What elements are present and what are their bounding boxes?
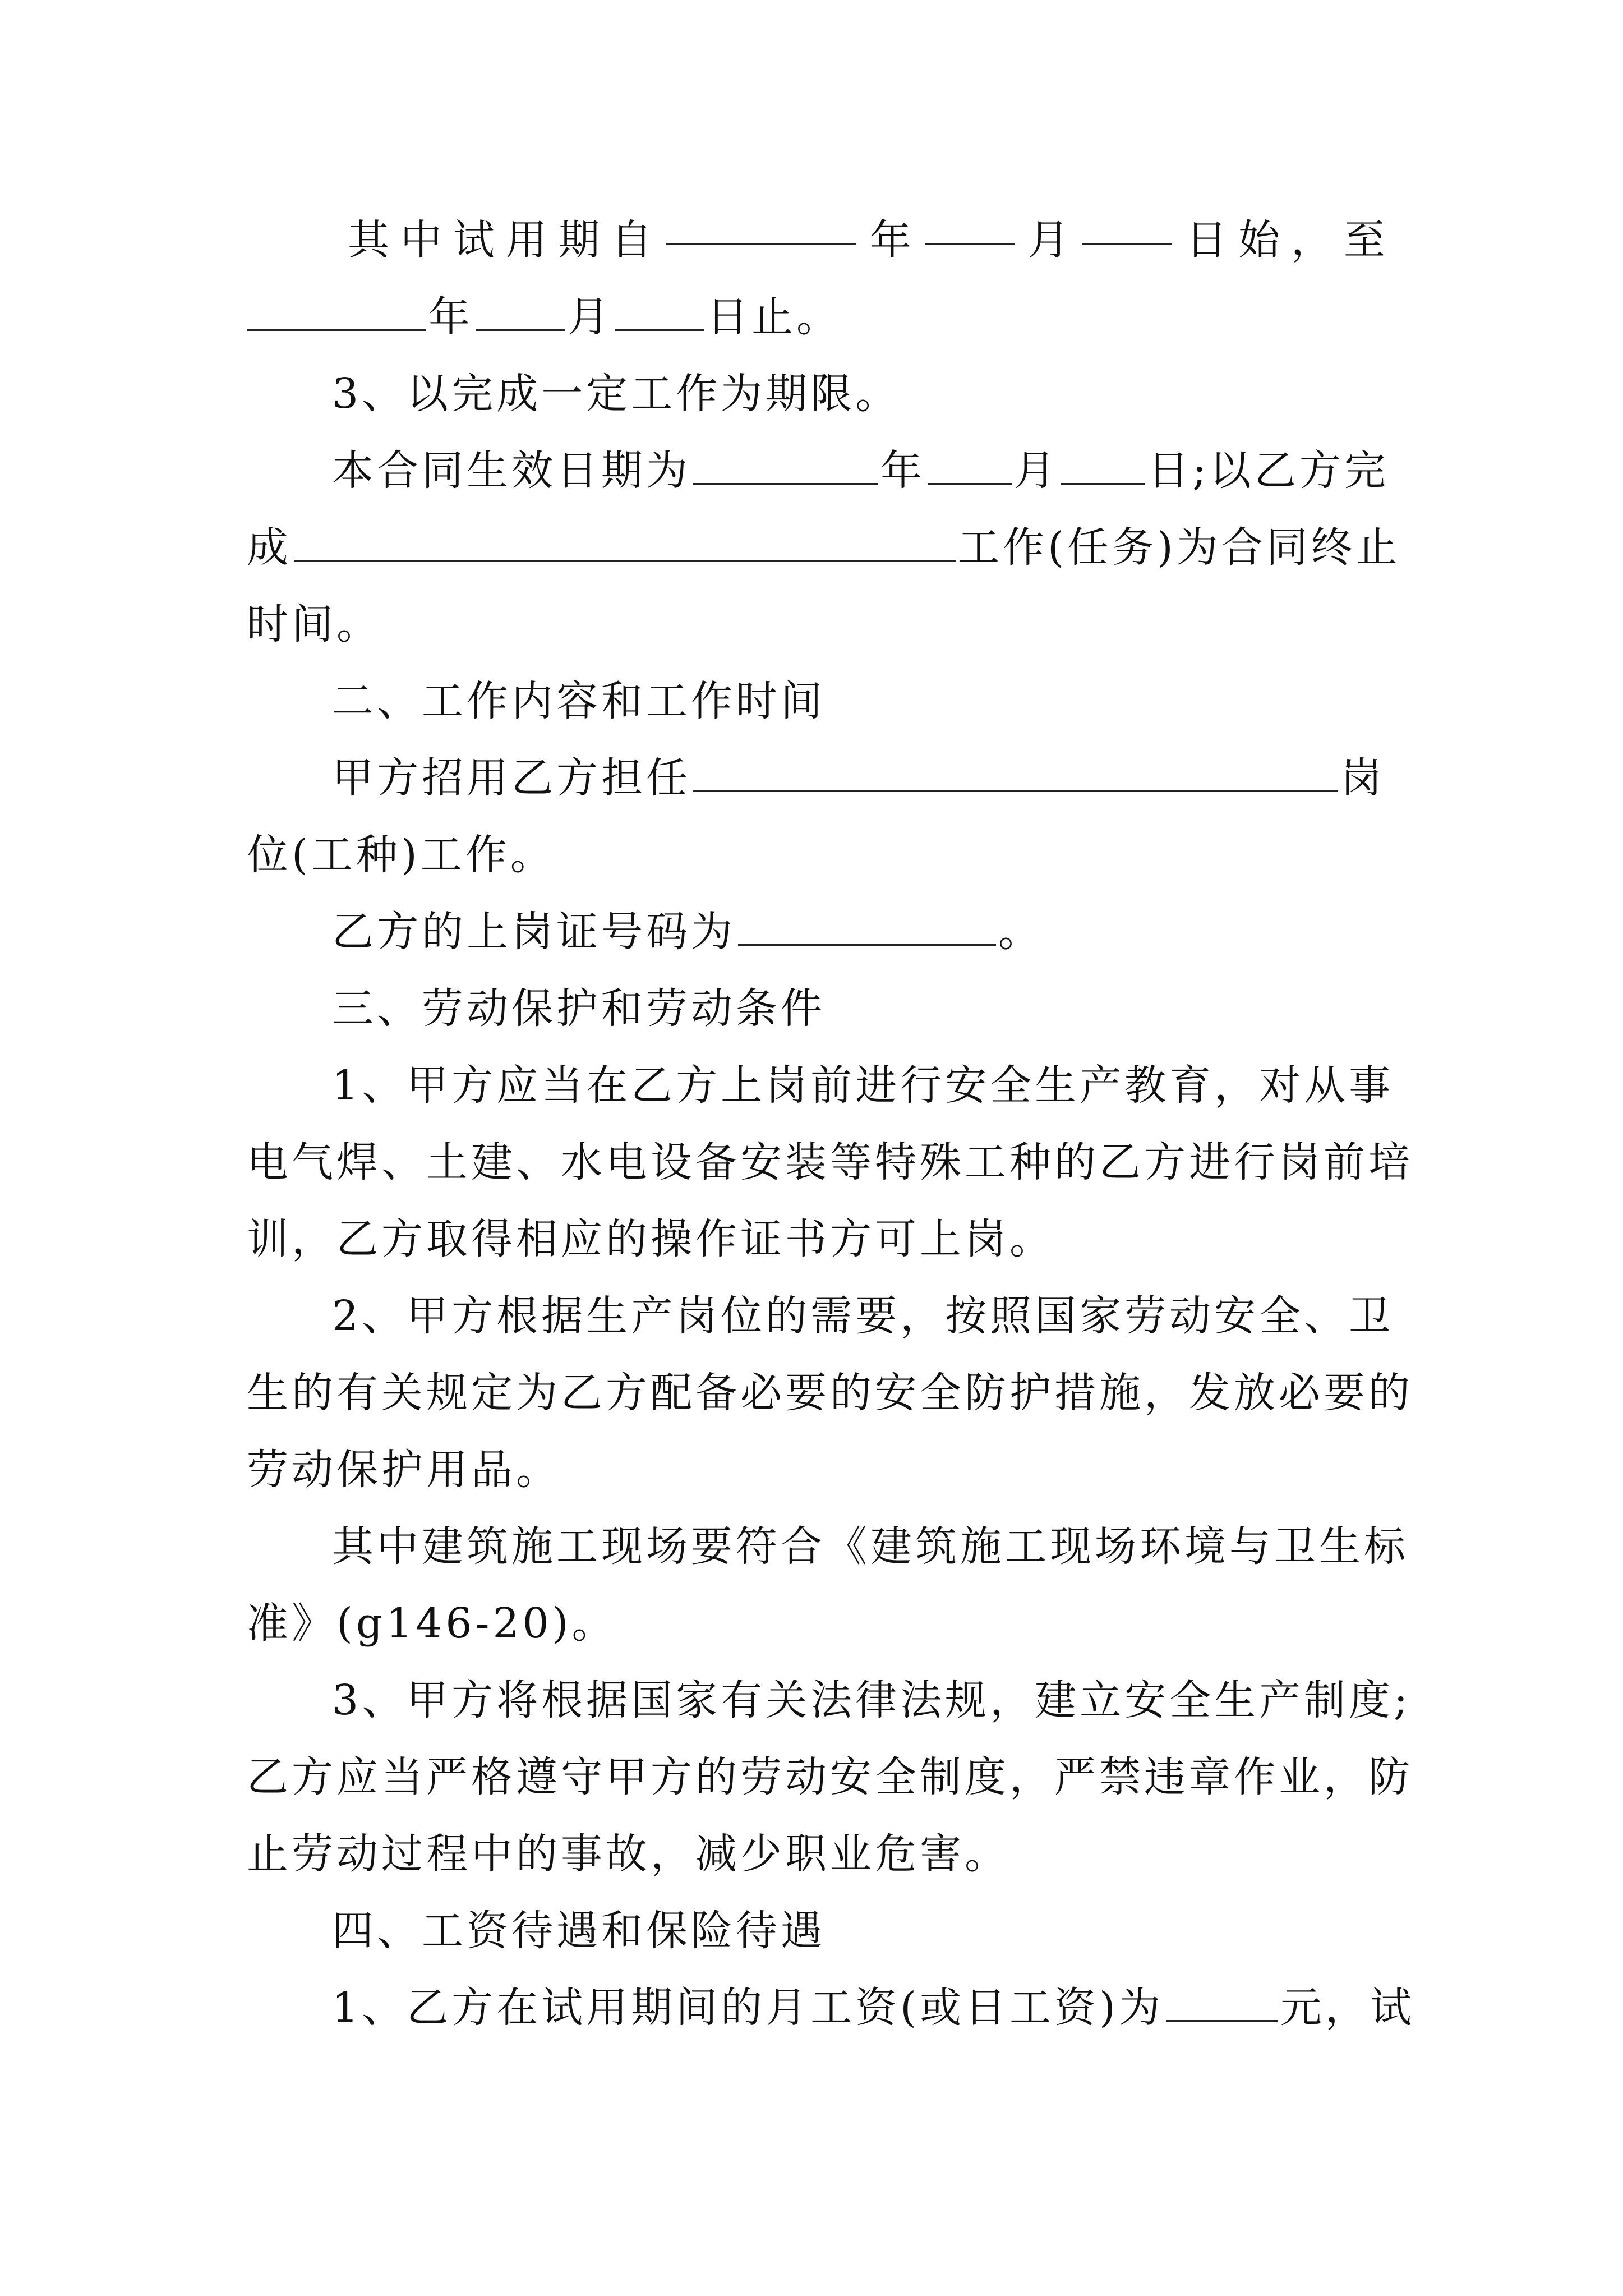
probation-wage-line xyxy=(247,1970,1415,2046)
paragraph-line: 生的有关规定为乙方配备必要的安全防护措施，发放必要的 xyxy=(247,1369,1413,1417)
text-segment: 本合同生效日期为 xyxy=(332,447,691,495)
text-char: 始 xyxy=(1238,216,1280,264)
paragraph-line: 劳动保护用品。 xyxy=(247,1446,561,1494)
paragraph-line: 乙方应当严格遵守甲方的劳动安全制度，严禁违章作业，防 xyxy=(247,1753,1413,1801)
certificate-number-blank[interactable] xyxy=(738,903,996,946)
text-segment: 日;以乙方完 xyxy=(1147,447,1389,495)
section-heading: 三、劳动保护和劳动条件 xyxy=(332,984,826,1033)
text-char: 年 xyxy=(869,216,911,264)
text-char: 试 xyxy=(453,216,495,264)
probation-start-month-blank[interactable] xyxy=(925,202,1015,245)
text-char: 至 xyxy=(1343,216,1385,264)
probation-end-line xyxy=(247,279,1385,356)
text-month: 月 xyxy=(568,293,612,341)
probation-start-day-blank[interactable] xyxy=(1082,202,1172,245)
effective-year-blank[interactable] xyxy=(693,441,878,485)
paragraph-line: 3、甲方将根据国家有关法律法规，建立安全生产制度; xyxy=(332,1676,1412,1724)
text-segment: 岗 xyxy=(1340,754,1385,802)
text-month: 月 xyxy=(1014,447,1059,495)
probation-end-month-blank[interactable] xyxy=(476,288,565,331)
text-segment: 甲方招用乙方担任 xyxy=(332,754,691,802)
text-char: 用 xyxy=(505,216,547,264)
text-segment: 工作(任务)为合同终止 xyxy=(958,523,1401,572)
paragraph-line: 时间。 xyxy=(247,600,381,648)
text-char: 自 xyxy=(611,216,653,264)
effective-month-blank[interactable] xyxy=(928,441,1012,485)
section-heading: 二、工作内容和工作时间 xyxy=(332,677,826,725)
text-segment: 。 xyxy=(998,908,1043,956)
position-line xyxy=(247,740,1385,817)
paragraph-line: 3、以完成一定工作为期限。 xyxy=(332,370,901,418)
text-segment: 1、乙方在试用期间的月工资(或日工资)为 xyxy=(332,1984,1164,2032)
probation-end-year-blank[interactable] xyxy=(247,288,426,331)
text-year: 年 xyxy=(428,293,473,341)
task-name-blank[interactable] xyxy=(294,518,956,562)
section-heading: 四、工资待遇和保险待遇 xyxy=(332,1907,826,1955)
paragraph-line: 准》(g146-20)。 xyxy=(247,1599,617,1648)
text-segment: 成 xyxy=(247,523,292,572)
document-body xyxy=(247,202,1415,2046)
effective-date-line xyxy=(247,432,1389,509)
paragraph-line: 1、甲方应当在乙方上岗前进行安全生产教育，对从事 xyxy=(332,1061,1394,1110)
text-year: 年 xyxy=(880,447,925,495)
text-char: ， xyxy=(1290,216,1332,264)
probation-end-day-blank[interactable] xyxy=(615,288,704,331)
effective-day-blank[interactable] xyxy=(1061,441,1145,485)
paragraph-line: 止劳动过程中的事故，减少职业危害。 xyxy=(247,1830,1009,1878)
text-day-end: 日止。 xyxy=(707,293,841,341)
text-segment: 元，试 xyxy=(1280,1984,1415,2032)
probation-wage-blank[interactable] xyxy=(1166,1978,1278,2022)
text-char: 其 xyxy=(348,216,389,264)
text-char: 日 xyxy=(1186,216,1228,264)
probation-start-year-blank[interactable] xyxy=(666,202,856,245)
task-completion-line xyxy=(247,509,1401,586)
paragraph-line: 其中建筑施工现场要符合《建筑施工现场环境与卫生标 xyxy=(332,1522,1409,1571)
text-char: 中 xyxy=(400,216,442,264)
position-blank[interactable] xyxy=(693,749,1338,792)
text-char: 月 xyxy=(1027,216,1069,264)
text-char: 期 xyxy=(558,216,600,264)
paragraph-line: 位(工种)工作。 xyxy=(247,831,555,879)
paragraph-line: 2、甲方根据生产岗位的需要，按照国家劳动安全、卫 xyxy=(332,1292,1394,1340)
paragraph-line: 训，乙方取得相应的操作证书方可上岗。 xyxy=(247,1215,1054,1263)
probation-start-line xyxy=(247,202,1385,279)
paragraph-line: 电气焊、土建、水电设备安装等特殊工种的乙方进行岗前培 xyxy=(247,1138,1413,1186)
text-segment: 乙方的上岗证号码为 xyxy=(332,908,736,956)
certificate-line xyxy=(247,894,1385,970)
